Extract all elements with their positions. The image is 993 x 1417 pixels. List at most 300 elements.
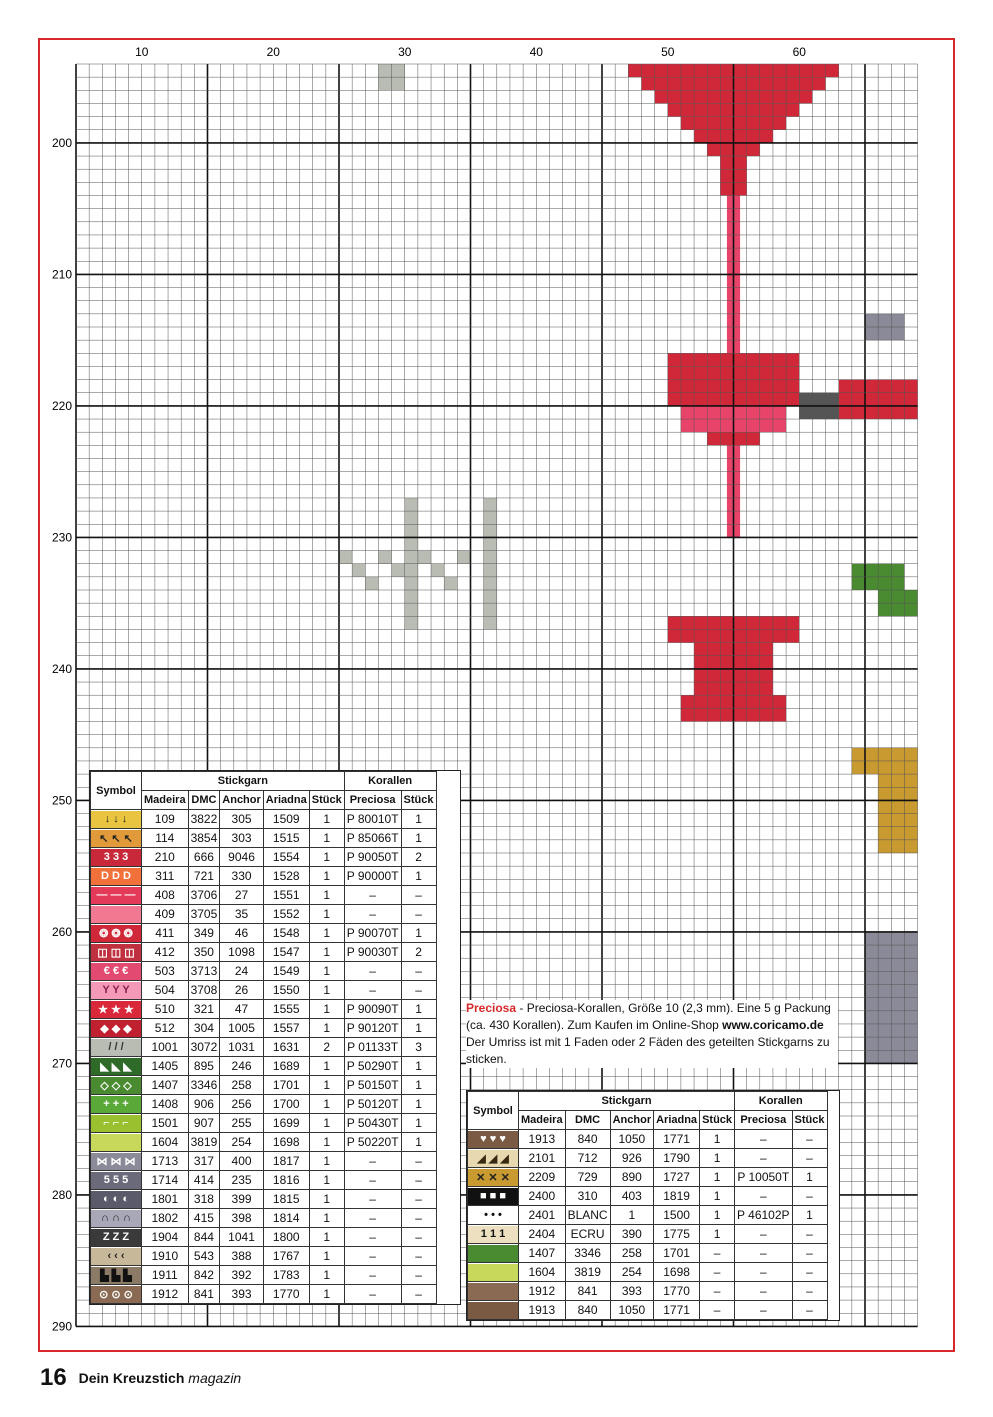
cell-madeira: 114 — [142, 829, 189, 848]
cell-madeira: 1405 — [142, 1057, 189, 1076]
legend-row — [91, 905, 437, 924]
header-stueck-korallen: Stück — [401, 791, 436, 810]
header-anchor: Anchor — [610, 1111, 654, 1130]
header-stueck: Stück — [700, 1111, 735, 1130]
cell-dmc: 321 — [188, 1000, 220, 1019]
cell-ariadna: 1550 — [263, 981, 309, 1000]
stitch-block — [405, 551, 418, 564]
symbol-cell — [468, 1263, 519, 1282]
symbol-swatch: ⌐ ⌐ ⌐ — [91, 1115, 141, 1132]
cell-prec: – — [735, 1187, 793, 1206]
symbol-cell — [91, 867, 142, 886]
cell-st: 1 — [700, 1225, 735, 1244]
stitch-block — [484, 616, 497, 629]
legend-row — [468, 1206, 828, 1225]
cell-st: – — [700, 1263, 735, 1282]
cell-dmc: 3706 — [188, 886, 220, 905]
cell-st: 1 — [700, 1130, 735, 1149]
cell-prec: – — [344, 962, 401, 981]
symbol-swatch: ‹ ‹ ‹ — [91, 1248, 141, 1265]
stitch-block — [392, 564, 405, 577]
preciosa-note — [466, 1000, 838, 1068]
symbol-cell — [468, 1187, 519, 1206]
cell-st: 1 — [309, 829, 344, 848]
column-number-label: 50 — [661, 45, 675, 59]
cell-prec: – — [344, 905, 401, 924]
cell-prec: P 90120T — [344, 1019, 401, 1038]
cell-st: 1 — [309, 1095, 344, 1114]
cell-st2: – — [401, 1190, 436, 1209]
row-number-label: 270 — [51, 1056, 72, 1071]
stitch-block — [484, 551, 497, 564]
symbol-cell — [91, 924, 142, 943]
stitch-block — [405, 511, 418, 524]
cell-st: 1 — [309, 1190, 344, 1209]
cell-ariadna: 1548 — [263, 924, 309, 943]
cell-st: 1 — [309, 1152, 344, 1171]
cell-madeira: 2400 — [519, 1187, 566, 1206]
symbol-swatch: D D D — [91, 868, 141, 885]
legend-row — [468, 1244, 828, 1263]
symbol-swatch: 5 5 5 — [91, 1172, 141, 1189]
header-korallen: Korallen — [344, 772, 436, 791]
symbol-swatch: ✕ ✕ ✕ — [468, 1169, 518, 1186]
header-dmc: DMC — [188, 791, 220, 810]
symbol-cell — [91, 1266, 142, 1285]
cell-madeira: 1407 — [519, 1244, 566, 1263]
cell-st2: – — [401, 1247, 436, 1266]
cell-prec: – — [344, 1228, 401, 1247]
cell-prec: P 90030T — [344, 943, 401, 962]
cell-dmc: 3708 — [188, 981, 220, 1000]
cell-prec: P 50220T — [344, 1133, 401, 1152]
cell-prec: – — [344, 1247, 401, 1266]
symbol-swatch: ★ ★ ★ — [91, 1001, 141, 1018]
cell-st: 1 — [309, 1171, 344, 1190]
cell-prec: – — [344, 981, 401, 1000]
cell-st2: – — [792, 1149, 827, 1168]
symbol-cell — [91, 1114, 142, 1133]
cell-madeira: 2404 — [519, 1225, 566, 1244]
cell-dmc: 3822 — [188, 810, 220, 829]
cell-madeira: 1407 — [142, 1076, 189, 1095]
cell-ariadna: 1557 — [263, 1019, 309, 1038]
cell-anchor: 1050 — [610, 1301, 654, 1320]
cell-anchor: 255 — [220, 1114, 264, 1133]
stitch-block — [405, 603, 418, 616]
cell-ariadna: 1790 — [654, 1149, 700, 1168]
cell-anchor: 26 — [220, 981, 264, 1000]
legend-row — [91, 1247, 437, 1266]
cell-ariadna: 1515 — [263, 829, 309, 848]
symbol-swatch: Y Y Y — [91, 982, 141, 999]
symbol-swatch — [91, 1134, 141, 1151]
stitch-block — [352, 564, 365, 577]
cell-anchor: 1031 — [220, 1038, 264, 1057]
row-number-label: 240 — [51, 661, 72, 676]
cell-ariadna: 1551 — [263, 886, 309, 905]
cell-madeira: 1912 — [519, 1282, 566, 1301]
symbol-cell — [91, 981, 142, 1000]
symbol-swatch: ∩ ∩ ∩ — [91, 1210, 141, 1227]
cell-prec: – — [735, 1301, 793, 1320]
cell-ariadna: 1783 — [263, 1266, 309, 1285]
header-stickgarn: Stickgarn — [519, 1092, 735, 1111]
cell-madeira: 2101 — [519, 1149, 566, 1168]
cell-ariadna: 1771 — [654, 1130, 700, 1149]
symbol-swatch — [468, 1264, 518, 1281]
cell-anchor: 388 — [220, 1247, 264, 1266]
cell-st: 1 — [309, 867, 344, 886]
cell-ariadna: 1699 — [263, 1114, 309, 1133]
cell-dmc: 3819 — [188, 1133, 220, 1152]
cell-madeira: 1501 — [142, 1114, 189, 1133]
cell-dmc: 840 — [565, 1130, 610, 1149]
cell-ariadna: 1819 — [654, 1187, 700, 1206]
symbol-swatch: Z Z Z — [91, 1229, 141, 1246]
cell-madeira: 2209 — [519, 1168, 566, 1187]
header-preciosa: Preciosa — [735, 1111, 793, 1130]
cell-dmc: ECRU — [565, 1225, 610, 1244]
cell-anchor: 258 — [220, 1076, 264, 1095]
cell-prec: – — [344, 886, 401, 905]
header-symbol: Symbol — [91, 772, 142, 810]
legend-row — [91, 1171, 437, 1190]
cell-prec: P 85066T — [344, 829, 401, 848]
symbol-cell — [468, 1225, 519, 1244]
cell-anchor: 258 — [610, 1244, 654, 1263]
cell-anchor: 399 — [220, 1190, 264, 1209]
row-number-label: 260 — [51, 924, 72, 939]
legend-row — [468, 1149, 828, 1168]
cell-st2: 1 — [401, 1095, 436, 1114]
cell-dmc: 907 — [188, 1114, 220, 1133]
shop-url: www.coricamo.de — [722, 1018, 824, 1032]
cell-prec: P 50290T — [344, 1057, 401, 1076]
cell-st: 1 — [309, 1247, 344, 1266]
symbol-cell — [91, 810, 142, 829]
cell-anchor: 1098 — [220, 943, 264, 962]
symbol-cell — [468, 1282, 519, 1301]
cell-st: 1 — [309, 1209, 344, 1228]
cell-anchor: 256 — [220, 1095, 264, 1114]
legend-row — [91, 1000, 437, 1019]
symbol-cell — [91, 1095, 142, 1114]
cell-dmc: 318 — [188, 1190, 220, 1209]
cell-madeira: 412 — [142, 943, 189, 962]
cell-anchor: 403 — [610, 1187, 654, 1206]
row-number-label: 200 — [51, 135, 72, 150]
cell-ariadna: 1771 — [654, 1301, 700, 1320]
header-stueck-korallen: Stück — [792, 1111, 827, 1130]
header-anchor: Anchor — [220, 791, 264, 810]
cell-dmc: 415 — [188, 1209, 220, 1228]
cell-prec: P 90070T — [344, 924, 401, 943]
cell-st: 1 — [309, 1076, 344, 1095]
cell-st: 1 — [309, 943, 344, 962]
cell-st2: 1 — [401, 867, 436, 886]
cell-prec: – — [344, 1266, 401, 1285]
stitch-block — [431, 564, 444, 577]
cell-st: – — [700, 1282, 735, 1301]
symbol-cell — [468, 1301, 519, 1320]
cell-dmc: 906 — [188, 1095, 220, 1114]
stitch-block — [405, 498, 418, 511]
page-footer — [40, 1364, 241, 1392]
symbol-cell — [91, 829, 142, 848]
stitch-block — [405, 524, 418, 537]
header-stickgarn: Stickgarn — [142, 772, 345, 791]
cell-anchor: 393 — [610, 1282, 654, 1301]
cell-dmc: 317 — [188, 1152, 220, 1171]
cell-ariadna: 1815 — [263, 1190, 309, 1209]
cell-dmc: 895 — [188, 1057, 220, 1076]
cell-ariadna: 1547 — [263, 943, 309, 962]
cell-st: 1 — [309, 1000, 344, 1019]
cell-madeira: 1801 — [142, 1190, 189, 1209]
symbol-swatch: ◐ ◐ ◐ — [91, 1191, 141, 1208]
cell-st2: – — [401, 905, 436, 924]
cell-ariadna: 1631 — [263, 1038, 309, 1057]
cell-madeira: 512 — [142, 1019, 189, 1038]
cell-madeira: 210 — [142, 848, 189, 867]
cell-st2: – — [401, 962, 436, 981]
row-number-label: 230 — [51, 530, 72, 545]
cell-prec: – — [735, 1225, 793, 1244]
stitch-block — [405, 616, 418, 629]
legend-row — [91, 1095, 437, 1114]
symbol-swatch: ◢ ◢ ◢ — [468, 1150, 518, 1167]
symbol-cell — [91, 1057, 142, 1076]
cell-madeira: 1911 — [142, 1266, 189, 1285]
symbol-swatch: • • • — [468, 1207, 518, 1224]
cell-anchor: 1 — [610, 1206, 654, 1225]
legend-row — [91, 1133, 437, 1152]
symbol-cell — [468, 1130, 519, 1149]
cell-anchor: 392 — [220, 1266, 264, 1285]
legend-row — [91, 848, 437, 867]
header-madeira: Madeira — [519, 1111, 566, 1130]
legend-row — [468, 1301, 828, 1320]
cell-madeira: 1714 — [142, 1171, 189, 1190]
cell-prec: P 50430T — [344, 1114, 401, 1133]
cell-anchor: 254 — [610, 1263, 654, 1282]
symbol-swatch — [468, 1283, 518, 1300]
cell-anchor: 47 — [220, 1000, 264, 1019]
symbol-cell — [91, 1133, 142, 1152]
cell-prec: – — [344, 1171, 401, 1190]
symbol-swatch: ↖ ↖ ↖ — [91, 830, 141, 847]
cell-dmc: 666 — [188, 848, 220, 867]
legend-row — [91, 810, 437, 829]
cell-ariadna: 1814 — [263, 1209, 309, 1228]
header-preciosa: Preciosa — [344, 791, 401, 810]
cell-st2: – — [792, 1187, 827, 1206]
legend-row — [468, 1168, 828, 1187]
cell-st2: 2 — [401, 943, 436, 962]
cell-ariadna: 1700 — [263, 1095, 309, 1114]
cell-prec: P 50150T — [344, 1076, 401, 1095]
cell-madeira: 1904 — [142, 1228, 189, 1247]
cell-st: 1 — [309, 981, 344, 1000]
cell-prec: – — [344, 1190, 401, 1209]
symbol-cell — [91, 1000, 142, 1019]
cell-anchor: 303 — [220, 829, 264, 848]
cell-st2: – — [792, 1282, 827, 1301]
symbol-swatch: 3 3 3 — [91, 849, 141, 866]
row-number-label: 250 — [51, 793, 72, 808]
cell-dmc: 350 — [188, 943, 220, 962]
stitch-block — [484, 498, 497, 511]
legend-row — [91, 1114, 437, 1133]
symbol-cell — [91, 1228, 142, 1247]
symbol-cell — [91, 943, 142, 962]
cell-st: 1 — [700, 1187, 735, 1206]
cell-madeira: 1802 — [142, 1209, 189, 1228]
symbol-cell — [91, 1019, 142, 1038]
cell-dmc: 3072 — [188, 1038, 220, 1057]
legend-row — [468, 1130, 828, 1149]
cell-st: 1 — [309, 1285, 344, 1304]
cell-madeira: 1912 — [142, 1285, 189, 1304]
cell-st: 1 — [309, 886, 344, 905]
cell-st: 1 — [309, 1266, 344, 1285]
header-ariadna: Ariadna — [654, 1111, 700, 1130]
cell-madeira: 1604 — [142, 1133, 189, 1152]
symbol-cell — [91, 1285, 142, 1304]
symbol-swatch: ♥ ♥ ♥ — [468, 1131, 518, 1148]
cell-prec: – — [735, 1149, 793, 1168]
stitch-block — [418, 551, 431, 564]
cell-anchor: 400 — [220, 1152, 264, 1171]
cell-dmc: 841 — [565, 1282, 610, 1301]
cell-ariadna: 1500 — [654, 1206, 700, 1225]
symbol-swatch: ↓ ↓ ↓ — [91, 811, 141, 828]
stitch-block — [484, 577, 497, 590]
cell-ariadna: 1689 — [263, 1057, 309, 1076]
cell-dmc: 3705 — [188, 905, 220, 924]
legend-row — [91, 1266, 437, 1285]
symbol-swatch — [91, 906, 141, 923]
stitch-block — [378, 551, 391, 564]
symbol-swatch: — — — — [91, 887, 141, 904]
header-stueck: Stück — [309, 791, 344, 810]
symbol-swatch: ■ ■ ■ — [468, 1188, 518, 1205]
row-number-label: 210 — [51, 267, 72, 282]
cell-prec: – — [735, 1130, 793, 1149]
cell-dmc: 310 — [565, 1187, 610, 1206]
cell-anchor: 1041 — [220, 1228, 264, 1247]
cell-anchor: 235 — [220, 1171, 264, 1190]
cell-dmc: 712 — [565, 1149, 610, 1168]
cell-ariadna: 1816 — [263, 1171, 309, 1190]
cell-st: – — [700, 1301, 735, 1320]
cell-st: 1 — [309, 1228, 344, 1247]
cell-ariadna: 1509 — [263, 810, 309, 829]
cell-anchor: 1005 — [220, 1019, 264, 1038]
cell-madeira: 510 — [142, 1000, 189, 1019]
cell-st2: 1 — [401, 1019, 436, 1038]
cell-dmc: 3854 — [188, 829, 220, 848]
symbol-cell — [91, 1209, 142, 1228]
cell-st: 1 — [309, 1133, 344, 1152]
cell-ariadna: 1701 — [654, 1244, 700, 1263]
cell-st: 1 — [700, 1149, 735, 1168]
cell-ariadna: 1554 — [263, 848, 309, 867]
symbol-cell — [91, 962, 142, 981]
column-number-label: 10 — [135, 45, 149, 59]
symbol-swatch: ⋈ ⋈ ⋈ — [91, 1153, 141, 1170]
cell-prec: – — [735, 1263, 793, 1282]
cell-prec: P 46102P — [735, 1206, 793, 1225]
cell-st2: – — [792, 1225, 827, 1244]
stitch-block — [484, 537, 497, 550]
symbol-cell — [468, 1168, 519, 1187]
cell-anchor: 398 — [220, 1209, 264, 1228]
cell-dmc: 543 — [188, 1247, 220, 1266]
cell-ariadna: 1698 — [263, 1133, 309, 1152]
thread-legend-table — [89, 770, 461, 1305]
legend-row — [91, 1228, 437, 1247]
cell-madeira: 109 — [142, 810, 189, 829]
cell-anchor: 27 — [220, 886, 264, 905]
cell-dmc: 3346 — [188, 1076, 220, 1095]
cell-prec: – — [344, 1152, 401, 1171]
legend-row — [91, 1057, 437, 1076]
cell-st2: – — [401, 886, 436, 905]
cell-st2: 1 — [401, 829, 436, 848]
cell-prec: – — [344, 1209, 401, 1228]
thread-legend-table-2 — [466, 1090, 840, 1321]
symbol-cell — [91, 1152, 142, 1171]
header-symbol: Symbol — [468, 1092, 519, 1130]
cell-st2: – — [792, 1130, 827, 1149]
stitch-block — [484, 524, 497, 537]
symbol-cell — [91, 905, 142, 924]
cell-dmc: 304 — [188, 1019, 220, 1038]
symbol-cell — [91, 886, 142, 905]
cell-st2: – — [792, 1244, 827, 1263]
cell-dmc: 729 — [565, 1168, 610, 1187]
cell-ariadna: 1770 — [654, 1282, 700, 1301]
cell-prec: P 50120T — [344, 1095, 401, 1114]
header-ariadna: Ariadna — [263, 791, 309, 810]
legend-row — [91, 1190, 437, 1209]
cell-st: – — [700, 1244, 735, 1263]
legend-row — [91, 1285, 437, 1304]
cell-madeira: 503 — [142, 962, 189, 981]
cell-st2: – — [792, 1263, 827, 1282]
column-number-label: 30 — [398, 45, 412, 59]
cell-st2: 1 — [401, 1133, 436, 1152]
symbol-swatch: ▙ ▙ ▙ — [91, 1267, 141, 1284]
legend-row — [468, 1187, 828, 1206]
stitch-block — [484, 564, 497, 577]
symbol-cell — [91, 1247, 142, 1266]
cell-st2: 1 — [792, 1168, 827, 1187]
cell-st2: 1 — [792, 1206, 827, 1225]
cell-ariadna: 1775 — [654, 1225, 700, 1244]
stitch-block — [484, 590, 497, 603]
cell-st: 1 — [309, 848, 344, 867]
cell-dmc: 3819 — [565, 1263, 610, 1282]
cell-madeira: 408 — [142, 886, 189, 905]
cell-prec: P 80010T — [344, 810, 401, 829]
symbol-swatch: ◇ ◇ ◇ — [91, 1077, 141, 1094]
cell-anchor: 24 — [220, 962, 264, 981]
cell-dmc: 414 — [188, 1171, 220, 1190]
symbol-swatch — [468, 1302, 518, 1319]
